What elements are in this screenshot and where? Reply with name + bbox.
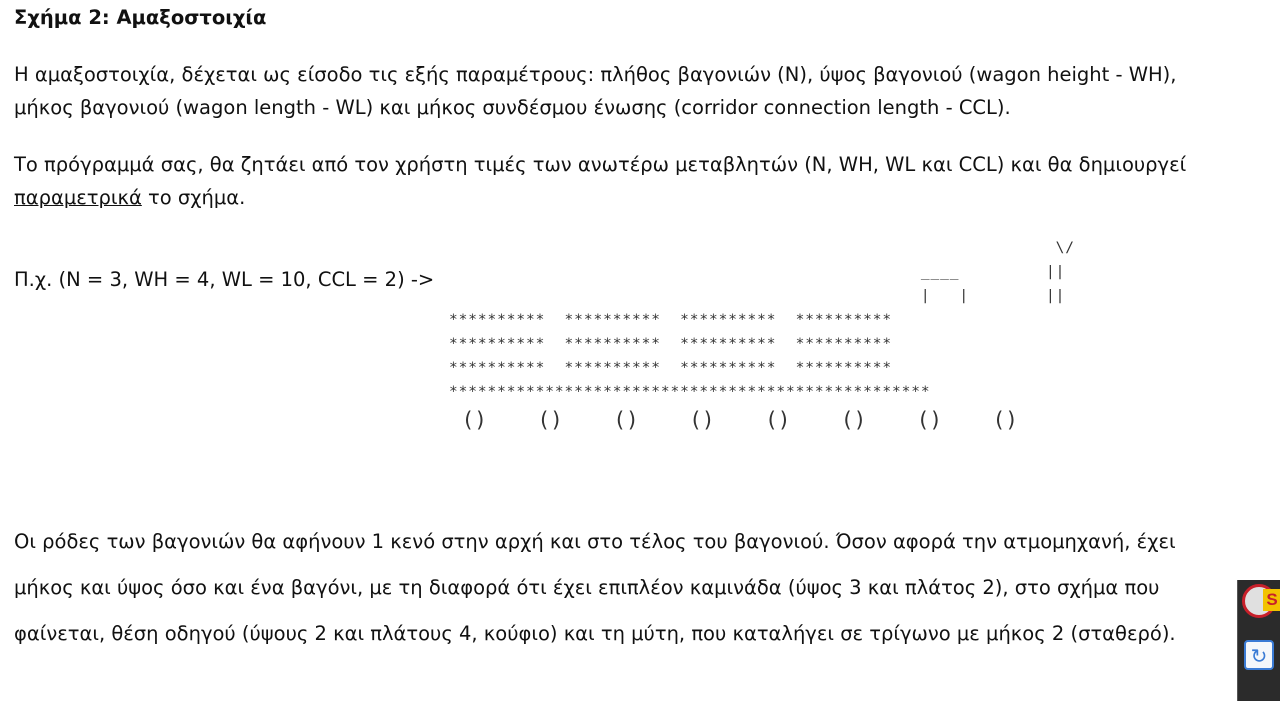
paragraph-line: Το πρόγραμμά σας, θα ζητάει από τον χρήστη τιμές των ανωτέρω μεταβλητών (N, WH, WL και CCL) και θα δημιουργεί: [14, 153, 1187, 176]
train-ascii-figure: [449, 236, 1075, 440]
cabin-roof: ____ ||: [449, 264, 1066, 280]
wagon-row: ********** ********** ********** **********: [449, 360, 892, 376]
paragraph-line: μήκος βαγονιού (wagon length - WL) και μήκος συνδέσμου ένωσης (corridor connection length - CCL).: [14, 96, 1011, 119]
paragraph-line: [14, 181, 1186, 214]
paragraph-line: μήκος και ύψος όσο και ένα βαγόνι, με τη διαφορά ότι έχει επιπλέον καμινάδα (ύψος 3 και πλάτος 2), στο σχήμα που: [14, 576, 1160, 599]
example-label: Π.χ. (N = 3, WH = 4, WL = 10, CCL = 2) ->: [14, 268, 435, 291]
paragraph-line: Οι ρόδες των βαγονιών θα αφήνουν 1 κενό στην αρχή και στο τέλος του βαγονιού. Όσον αφορά την ατμομηχανή, έχει: [14, 530, 1176, 553]
wagon-row: ********** ********** ********** **********: [449, 312, 892, 328]
underlined-word: παραμετρικά: [14, 186, 142, 209]
paragraph-text: το σχήμα.: [141, 186, 246, 209]
chimney-top: \/: [449, 240, 1075, 256]
side-toolbar: [1237, 580, 1280, 701]
wagon-row: ********** ********** ********** **********: [449, 336, 892, 352]
no-entry-badge-icon[interactable]: [1242, 584, 1276, 618]
badge-letter: S: [1263, 589, 1280, 611]
paragraph-parameters: [14, 58, 1177, 124]
wagon-base-row: **************************************************: [449, 384, 931, 400]
refresh-icon[interactable]: ↻: [1244, 640, 1274, 670]
paragraph-line: φαίνεται, θέση οδηγού (ύψους 2 και πλάτους 4, κούφιο) και τη μύτη, που καταλήγει σε τρίγωνο με μήκος 2 (σταθερό).: [14, 622, 1176, 645]
paragraph-line: Η αμαξοστοιχία, δέχεται ως είσοδο τις εξής παραμέτρους: πλήθος βαγονιών (N), ύψος βαγονιού (wagon height - WH),: [14, 63, 1177, 86]
wheels-row: () () () () () () () (): [449, 408, 1018, 432]
paragraph-program: [14, 148, 1186, 214]
cabin-walls: | | ||: [449, 288, 1066, 304]
figure-heading: Σχήμα 2: Αμαξοστοιχία: [14, 6, 267, 29]
paragraph-description: [14, 519, 1176, 657]
